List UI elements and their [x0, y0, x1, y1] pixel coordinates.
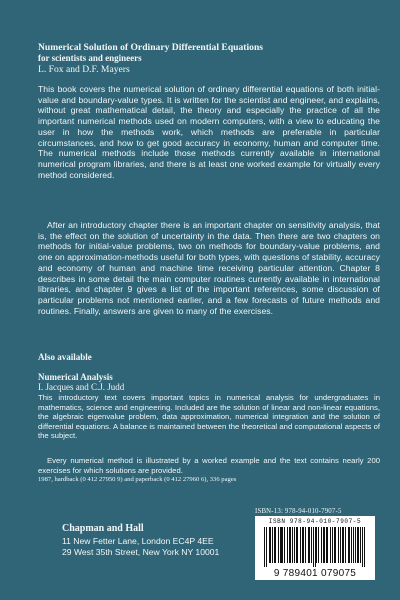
barcode-bar [287, 527, 288, 563]
barcode-bar [348, 527, 349, 563]
related-book-title: Numerical Analysis [38, 372, 113, 382]
barcode-bar [309, 527, 310, 563]
barcode-bar [284, 527, 285, 563]
barcode-bar [316, 527, 317, 563]
barcode-bar [278, 527, 279, 563]
publisher-address-newyork: 29 West 35th Street, New York NY 10001 [62, 547, 220, 557]
barcode-bar [302, 527, 303, 563]
barcode-bar [274, 527, 275, 563]
barcode-bar [349, 527, 350, 563]
barcode-bar [326, 527, 327, 563]
barcode-bar [313, 527, 314, 567]
barcode-bar [300, 527, 301, 563]
barcode-bar [270, 527, 271, 563]
barcode-bar [324, 527, 325, 563]
barcode-bar [343, 527, 344, 563]
isbn-label: ISBN-13: 978-94-010-7907-5 [255, 508, 342, 515]
barcode-bar [355, 527, 356, 563]
publisher-block [62, 522, 262, 558]
barcode-bar [357, 527, 358, 563]
description-paragraph-2: After an introductory chapter there is an important chapter on sensitivity analysis, that is, the effect on the solution of uncertainty in the data. Then there are two chapters on methods for initial-value problems, two on methods for boundary-value problems, and one on approximation-methods useful for both types, with questions of stability, accuracy and economy of human and machine time receiving particular attention. Chapter 8 describes in some detail the main computer routines currently available in international libraries, and chapter 9 gives a list of the important references, some discussion of particular problems not mentioned earlier, and a few forecasts of future methods and routines. Finally, answers are given to many of the exercises. [38, 220, 380, 316]
barcode-bar [303, 527, 304, 563]
barcode-bar [292, 527, 293, 563]
barcode-bar [351, 527, 352, 563]
barcode-digits: 9 789401 079075 [273, 568, 357, 579]
related-book-description: This introductory text covers important topics in numerical analysis for undergraduates in mathematics, science and engineering. Included are the solution of linear and non-linear equations, the algebraic eigenvalue problem, data approximation, numerical integration and the solution of differential equations. A balance is maintained between the theoretical and computational aspects of the subject. [38, 393, 380, 441]
barcode-bar [360, 527, 361, 563]
barcode-bar [275, 527, 276, 563]
barcode-bar [282, 527, 283, 563]
description-paragraph-1: This book covers the numerical solution of ordinary differential equations of both initial-value and boundary-value types. It is written for the scientist and engineer, and explains, without great mathematical detail, the theory and especially the practice of all the important numerical methods used on modern computers, with a view to educating the user in how the methods work, which methods are preferable in particular circumstances, and how to get good accuracy in economy, human and computer time. The numerical methods include those methods currently available in international numerical program libraries, and there is at least one worked example for virtually every method considered. [38, 84, 380, 180]
barcode-isbn-text: ISBN 978-94-010-7907-5 [268, 518, 362, 525]
publisher-address-london: 11 New Fetter Lane, London EC4P 4EE [62, 536, 214, 546]
barcode-bar [342, 527, 343, 563]
barcode-bar [264, 527, 265, 567]
barcode-bar [358, 527, 359, 563]
barcode-bar [323, 527, 324, 563]
barcode-bar [338, 527, 339, 563]
barcode-bar [290, 527, 291, 563]
barcode-bar [364, 527, 365, 567]
barcode-bar [289, 527, 290, 563]
barcode-bar [280, 527, 281, 563]
barcode-bar [362, 527, 363, 567]
barcode-bar [311, 527, 312, 563]
related-book-info: 1987, hardback (0 412 27950 9) and paperback (0 412 27960 6), 336 pages [38, 476, 237, 483]
book-title: Numerical Solution of Ordinary Differential Equations [38, 42, 264, 53]
barcode-bar [330, 527, 331, 563]
barcode-bars [263, 527, 367, 567]
barcode-bar [281, 527, 282, 563]
barcode-bar [335, 527, 336, 563]
barcode-bar [318, 527, 319, 563]
barcode [255, 516, 375, 580]
barcode-bar [294, 527, 295, 563]
barcode-bar [297, 527, 298, 563]
barcode-bar [340, 527, 341, 563]
barcode-bar [334, 527, 335, 563]
related-book-description-2: Every numerical method is illustrated by a worked example and the text contains nearly 200 exercises for which solutions are provided. [38, 456, 380, 475]
barcode-bar [332, 527, 333, 563]
barcode-bar [266, 527, 267, 567]
barcode-bar [353, 527, 354, 563]
book-authors: L. Fox and D.F. Mayers [38, 64, 130, 75]
barcode-bar [327, 527, 328, 563]
barcode-bar [315, 527, 316, 567]
book-subtitle: for scientists and engineers [38, 53, 142, 63]
barcode-bar [272, 527, 273, 563]
publisher-name: Chapman and Hall [62, 523, 144, 534]
also-available-heading: Also available [38, 352, 92, 362]
barcode-bar [321, 527, 322, 563]
barcode-bar [296, 527, 297, 563]
barcode-bar [305, 527, 306, 563]
related-book-authors: I. Jacques and C.J. Judd [38, 382, 125, 392]
barcode-bar [308, 527, 309, 563]
barcode-bar [269, 527, 270, 563]
barcode-bar [345, 527, 346, 563]
